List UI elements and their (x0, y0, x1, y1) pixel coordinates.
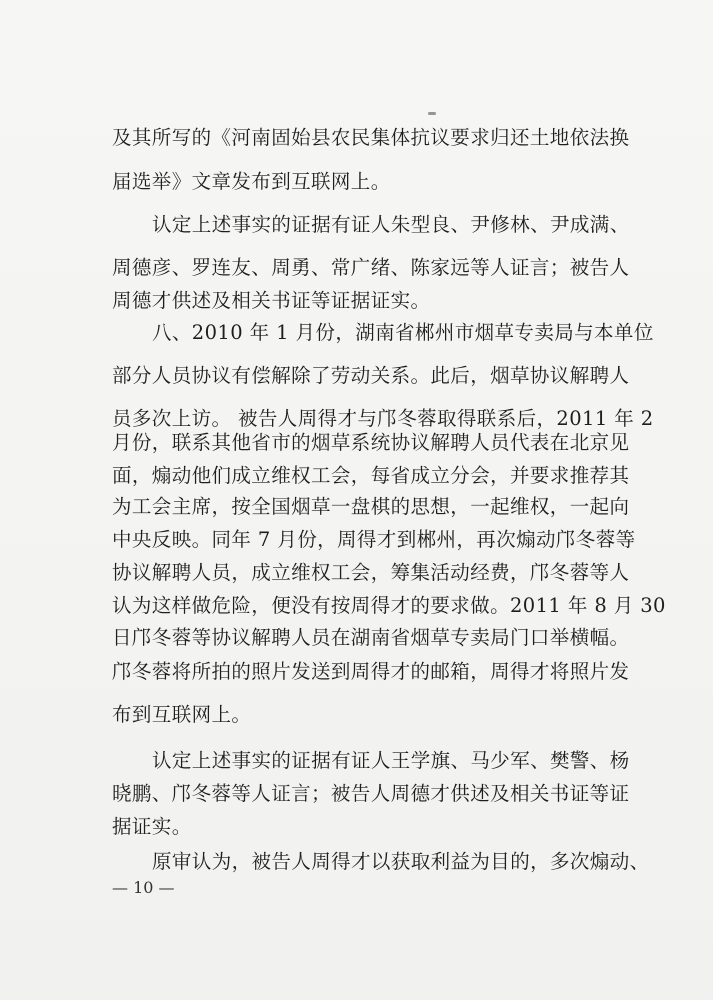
text-line: 布到互联网上。 (112, 703, 252, 726)
text-line: 认为这样做危险，便没有按周得才的要求做。2011 年 8 月 30 (112, 594, 666, 617)
text-line: 八、2010 年 1 月份，湖南省郴州市烟草专卖局与本单位 (152, 321, 654, 344)
text-line: 月份，联系其他省市的烟草系统协议解聘人员代表在北京见 (112, 431, 630, 454)
text-line: 邝冬蓉将所拍的照片发送到周得才的邮箱，周得才将照片发 (112, 660, 630, 683)
text-line: 日邝冬蓉等协议解聘人员在湖南省烟草专卖局门口举横幅。 (112, 626, 630, 649)
text-line: 认定上述事实的证据有证人朱型良、尹修林、尹成满、 (152, 213, 630, 236)
text-line: 及其所写的《河南固始县农民集体抗议要求归还土地依法换 (112, 126, 630, 149)
text-line: 原审认为，被告人周得才以获取利益为目的，多次煽动、 (152, 850, 650, 873)
text-line: 协议解聘人员，成立维权工会，筹集活动经费，邝冬蓉等人 (112, 561, 630, 584)
text-line: 晓鹏、邝冬蓉等人证言；被告人周德才供述及相关书证等证 (112, 782, 630, 805)
text-line: 面，煽动他们成立维权工会，每省成立分会，并要求推荐其 (112, 464, 630, 487)
text-line: 周德彦、罗连友、周勇、常广绪、陈家远等人证言；被告人 (112, 256, 630, 279)
text-line: 据证实。 (112, 815, 192, 838)
text-line: 部分人员协议有偿解除了劳动关系。此后，烟草协议解聘人 (112, 364, 630, 387)
text-line: 周德才供述及相关书证等证据证实。 (112, 289, 431, 312)
text-line: 中央反映。同年 7 月份，周得才到郴州，再次煽动邝冬蓉等 (112, 528, 636, 551)
text-line: 届选举》文章发布到互联网上。 (112, 170, 391, 193)
scan-artifact (428, 112, 436, 115)
text-line: 认定上述事实的证据有证人王学旗、马少军、樊警、杨 (152, 749, 630, 772)
page-number: — 10 — (112, 878, 175, 897)
text-line: 员多次上访。 被告人周得才与邝冬蓉取得联系后，2011 年 2 (112, 407, 654, 430)
text-line: 为工会主席，按全国烟草一盘棋的思想，一起维权，一起向 (112, 495, 630, 518)
